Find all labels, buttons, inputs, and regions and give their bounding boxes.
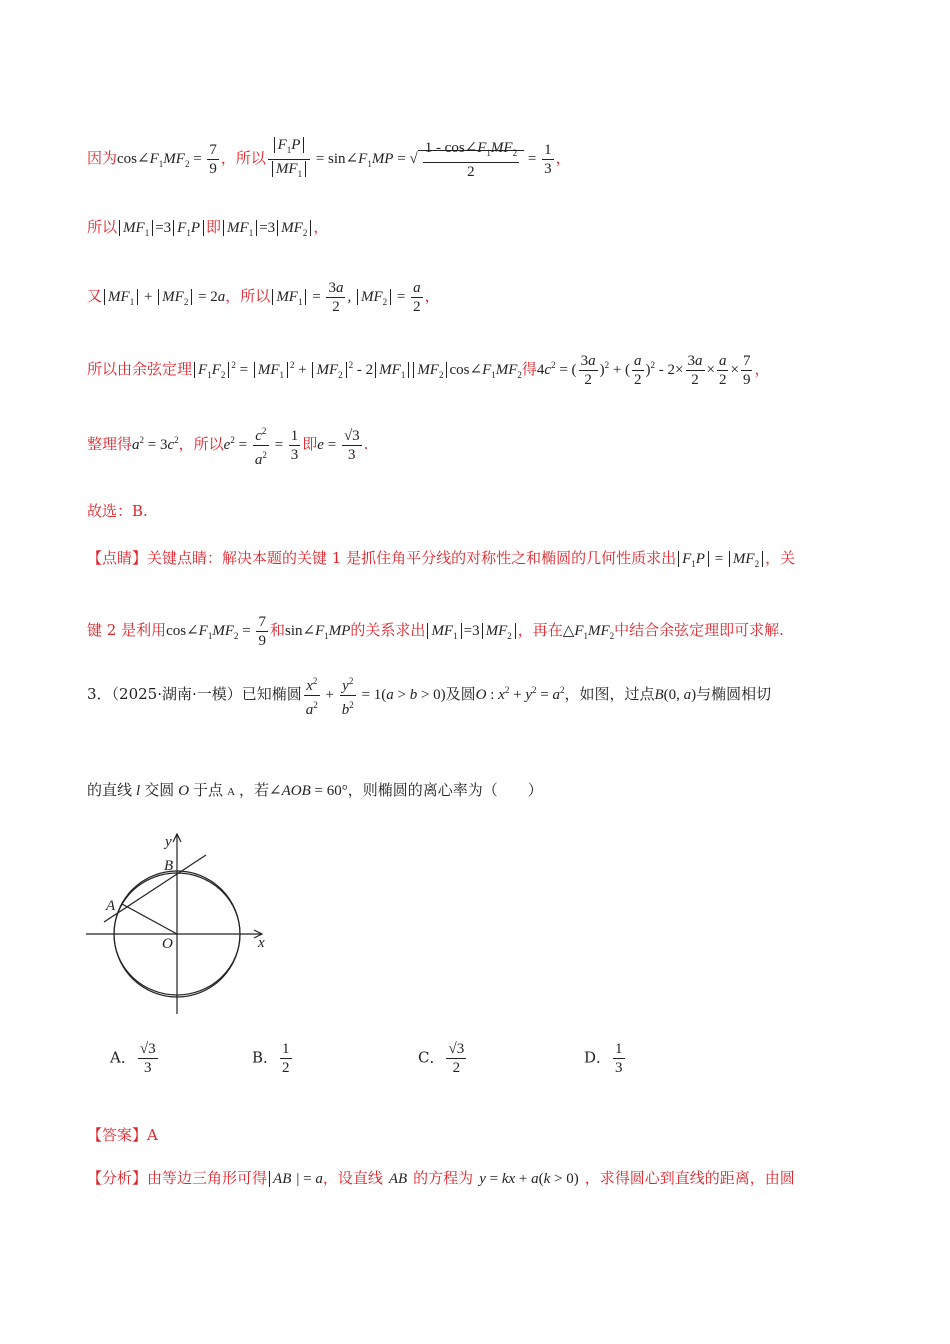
segment-ao bbox=[122, 904, 177, 934]
option-num: 1 bbox=[615, 1041, 623, 1057]
option-fraction bbox=[446, 1040, 466, 1077]
text-suoyi-2: 所以 bbox=[87, 218, 118, 236]
dianjing-line-2 bbox=[87, 608, 870, 652]
text-you: 又 bbox=[87, 287, 103, 305]
analysis-text-4: ，求得圆心到直线的距离，由圆 bbox=[584, 1169, 795, 1187]
dianjing-text-6: ，再在 bbox=[517, 621, 563, 639]
derivation-line-1 bbox=[87, 136, 870, 180]
dianjing-text-2: ，关 bbox=[765, 549, 796, 567]
formula-e2: $e^2$ = $\frac{c^2}{a^2}$ = $\frac{1}{3}$ bbox=[224, 437, 303, 453]
question-text-6: 交圆 bbox=[144, 781, 175, 799]
option-fraction bbox=[280, 1040, 292, 1077]
formula-ab-a: AB | = a bbox=[267, 1171, 323, 1187]
text-de: 得 bbox=[521, 360, 537, 378]
formula-ellipse: $\frac{x^2}{a^2}$ + $\frac{y^2}{b^2}$ = 1(a > b > 0) bbox=[302, 687, 446, 703]
dianjing-tag: 【点睛】 bbox=[87, 549, 148, 567]
formula-sum-2a: $MF_1 + MF_2 = 2a$ bbox=[102, 289, 225, 305]
label-x: x bbox=[258, 935, 265, 951]
question-text-4: 与椭圆相切 bbox=[696, 685, 772, 703]
formula-4c2: $4c^2$ = ( $\frac{3a}{2}$ )$^2$ + ( $\frac{a}{2}$ )$^2$ - 2× $\frac{3a}{2}$ × $\frac{a}{2}$ × $\frac{7}{9}$ bbox=[536, 353, 751, 389]
symbol-a: A bbox=[227, 786, 236, 798]
formula-line-eq: y = kx + a(k > 0) bbox=[479, 1171, 579, 1187]
derivation-line-3 bbox=[87, 276, 870, 316]
option-num: √3 bbox=[448, 1041, 465, 1057]
formula-mf1-3mf2: $MF_1 =3$ $MF_2$ bbox=[221, 220, 313, 236]
text-cosine-law: 所以由余弦定理 bbox=[87, 360, 193, 378]
dianjing-text-3: 键 2 是利用 bbox=[87, 621, 167, 639]
question-text-2: 及圆 bbox=[445, 685, 476, 703]
option-c[interactable] bbox=[418, 1040, 468, 1077]
question-text-8: ，若 bbox=[239, 781, 270, 799]
option-letter: C． bbox=[418, 1048, 445, 1067]
question-text-5: 的直线 bbox=[87, 781, 133, 799]
answer-line bbox=[87, 1124, 870, 1146]
option-d[interactable] bbox=[584, 1040, 627, 1077]
formula-ab: AB bbox=[388, 1171, 408, 1187]
question-line-2 bbox=[87, 770, 870, 810]
dianjing-text-4: 和 bbox=[269, 621, 285, 639]
formula-mf-values: $MF_1$ = $\frac{3a}{2}$ , $MF_2$ = $\frac{a}{2}$ bbox=[270, 289, 424, 305]
text-zhengli: 整理得 bbox=[87, 435, 133, 453]
text-ji-5: 即 bbox=[302, 435, 318, 453]
text-suoyi: ，所以 bbox=[220, 149, 266, 167]
formula-mf1-3mf2-b: $MF_1 =3$ $MF_2$ bbox=[425, 623, 517, 639]
formula-a2-3c2: $a^2 = 3c^2$ bbox=[132, 435, 179, 453]
label-a: A bbox=[106, 898, 116, 914]
option-num: 1 bbox=[282, 1041, 290, 1057]
answer-tag: 【答案】 bbox=[87, 1126, 148, 1144]
tangent-line bbox=[104, 855, 206, 922]
answer-value: A bbox=[147, 1126, 158, 1144]
derivation-line-2 bbox=[87, 212, 870, 242]
option-num: √3 bbox=[139, 1041, 156, 1057]
formula-cosine-law: $F_1F_2^2 = MF_1^2 + MF_2^2 - 2$ $MF_1$ $MF_2$ $\cos\angle F_1MF_2$ bbox=[192, 362, 522, 378]
option-a[interactable] bbox=[110, 1040, 160, 1077]
label-y: y bbox=[165, 834, 172, 850]
analysis-text-3: 的方程为 bbox=[413, 1169, 474, 1187]
symbol-l: l bbox=[136, 783, 141, 799]
text-suoyi-5: ，所以 bbox=[178, 435, 224, 453]
option-b[interactable] bbox=[252, 1040, 294, 1077]
text-yinwei: 因为 bbox=[87, 149, 118, 167]
question-text-3: ，如图，过点 bbox=[564, 685, 655, 703]
question-number: 3． bbox=[87, 685, 112, 703]
formula-triangle: $\triangle F_1MF_2$ bbox=[562, 623, 615, 641]
formula-cos-79: $\cos\angle F_1MF_2$ = $\frac{7}{9}$ bbox=[166, 614, 266, 650]
option-letter: D． bbox=[584, 1048, 612, 1067]
dianjing-text-5: 的关系求出 bbox=[350, 621, 426, 639]
ellipse-circle-diagram bbox=[86, 830, 286, 1020]
formula-angle-aob: ∠AOB = 60° bbox=[269, 783, 348, 799]
option-den: 3 bbox=[615, 1060, 623, 1076]
dianjing-text-7: 中结合余弦定理即可求解. bbox=[614, 621, 784, 639]
formula-sin-ratio: $\frac{F_1P}{MF_1}$ = $\sin\angle F_1MP$ = √ $\frac{1 - \cos\angle F_1MF_2}{2}$ = $\frac{1}{3}$ bbox=[266, 151, 556, 167]
symbol-o: O bbox=[178, 783, 190, 799]
label-o: O bbox=[162, 936, 173, 952]
option-letter: B． bbox=[252, 1048, 279, 1067]
formula-mf1-3f1p: $MF_1 =3$ $F_1P$ bbox=[117, 220, 206, 236]
choice-text: 故选：B. bbox=[87, 502, 148, 520]
question-line-1 bbox=[87, 668, 870, 719]
question-source: （2025·湖南·一模） bbox=[111, 685, 242, 703]
analysis-line bbox=[87, 1156, 870, 1200]
punct: ， bbox=[555, 149, 571, 167]
punct: ， bbox=[424, 287, 440, 305]
label-b: B bbox=[164, 858, 174, 874]
dianjing-text: 关键点睛：解决本题的关键 1 是抓住角平分线的对称性之和椭圆的几何性质求出 bbox=[147, 549, 677, 567]
question-text-1: 已知椭圆 bbox=[241, 685, 302, 703]
option-fraction bbox=[613, 1040, 625, 1077]
formula-f1p-mf2: $F_1P = MF_2$ bbox=[676, 551, 765, 567]
punct: ， bbox=[313, 218, 329, 236]
text-suoyi-3: ，所以 bbox=[225, 287, 271, 305]
formula-point-b: B(0, a) bbox=[654, 687, 697, 703]
choice-line bbox=[87, 500, 870, 522]
analysis-tag: 【分析】 bbox=[87, 1169, 148, 1187]
derivation-line-5 bbox=[87, 418, 870, 469]
formula-cos-angle: $\cos\angle F_1MF_2$ = $\frac{7}{9}$ bbox=[117, 142, 217, 178]
text-ji: 即 bbox=[206, 218, 222, 236]
formula-sin-f1mp: $\sin\angle F_1MP$ bbox=[285, 623, 351, 641]
question-text-7: 于点 bbox=[193, 781, 224, 799]
option-fraction bbox=[138, 1040, 158, 1077]
option-den: 2 bbox=[282, 1060, 290, 1076]
analysis-text-1: 由等边三角形可得 bbox=[147, 1169, 268, 1187]
formula-circle: O : $x^2 + y^2 = a^2$ bbox=[475, 685, 565, 703]
analysis-text-2: ，设直线 bbox=[322, 1169, 383, 1187]
option-den: 3 bbox=[143, 1060, 152, 1076]
option-den: 2 bbox=[452, 1060, 461, 1076]
dianjing-line-1 bbox=[87, 545, 870, 571]
formula-e: e = $\frac{√3}{3}$ bbox=[317, 428, 360, 464]
option-letter: A． bbox=[110, 1048, 136, 1067]
punct: ， bbox=[754, 360, 770, 378]
punct: . bbox=[363, 435, 369, 453]
question-text-9: ，则椭圆的离心率为（ ） bbox=[347, 781, 543, 799]
derivation-line-4 bbox=[87, 344, 870, 389]
